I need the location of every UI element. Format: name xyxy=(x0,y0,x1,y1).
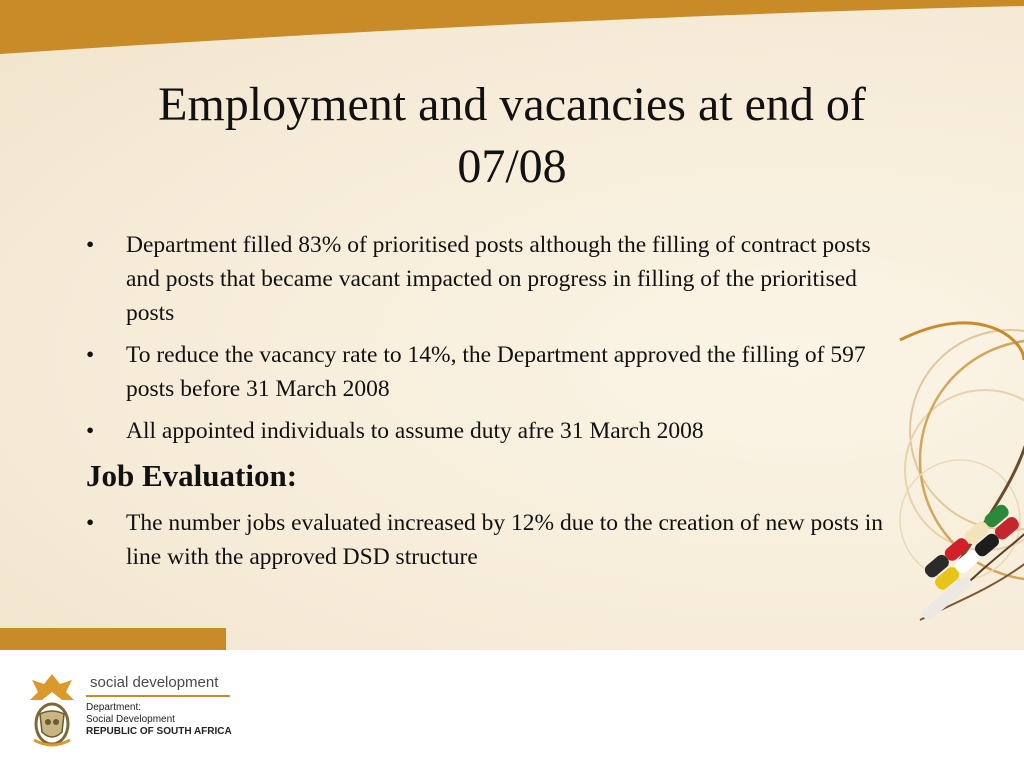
bullet-text: The number jobs evaluated increased by 12% due to the creation of new posts in line with the approved DSD structure xyxy=(126,510,883,570)
bullet-glyph: • xyxy=(86,232,95,258)
slide-title xyxy=(40,74,984,198)
bullet-glyph: • xyxy=(86,418,95,444)
country-name: REPUBLIC OF SOUTH AFRICA xyxy=(86,726,232,737)
slide-body xyxy=(86,228,906,582)
slide-title-line-1: Employment and vacancies at end of xyxy=(158,78,866,131)
footer xyxy=(0,650,1024,768)
section-heading-job-evaluation: Job Evaluation: xyxy=(86,458,298,493)
footer-accent-band xyxy=(0,628,226,650)
coat-of-arms-icon xyxy=(24,670,80,748)
bullet-item xyxy=(86,414,906,448)
bullet-item xyxy=(86,338,906,406)
bullet-item xyxy=(86,506,906,574)
bullet-glyph: • xyxy=(86,510,95,536)
dept-label: Department: xyxy=(86,702,142,713)
brand-name: social development xyxy=(90,674,219,691)
brand-divider xyxy=(86,695,230,697)
bullet-text: All appointed individuals to assume duty afre 31 March 2008 xyxy=(126,418,704,444)
bullet-text: To reduce the vacancy rate to 14%, the Department approved the filling of 597 posts before 31 March 2008 xyxy=(126,342,866,402)
dept-name: Social Development xyxy=(86,714,175,725)
slide-title-line-2: 07/08 xyxy=(457,140,567,193)
bullet-text: Department filled 83% of prioritised posts although the filling of contract posts and posts that became vacant impacted on progress in filling of the prioritised posts xyxy=(126,232,871,326)
bullet-glyph: • xyxy=(86,342,95,368)
department-block xyxy=(86,702,232,738)
bullet-item xyxy=(86,228,906,330)
